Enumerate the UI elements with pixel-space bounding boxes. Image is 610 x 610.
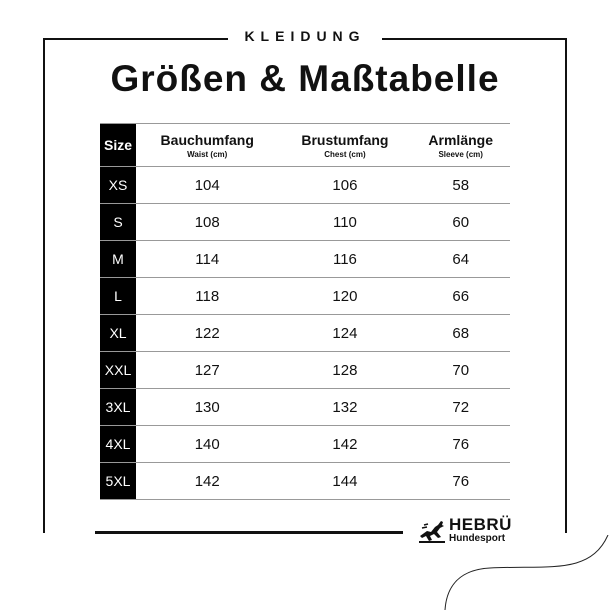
brand-name: HEBRÜ: [449, 515, 512, 534]
page-title: Größen & Maßtabelle: [110, 58, 500, 99]
chest-cell: 142: [278, 426, 411, 463]
chest-cell: 132: [278, 389, 411, 426]
table-row: [100, 204, 510, 241]
sleeve-cell: 60: [411, 204, 510, 241]
sleeve-cell: 64: [411, 241, 510, 278]
size-cell: 4XL: [100, 426, 136, 463]
waist-cell: 130: [136, 389, 278, 426]
size-cell: 5XL: [100, 463, 136, 500]
waist-cell: 127: [136, 352, 278, 389]
waist-cell: 114: [136, 241, 278, 278]
table-row: [100, 241, 510, 278]
category-label: KLEIDUNG: [0, 28, 610, 46]
waist-cell: 142: [136, 463, 278, 500]
table-row: [100, 315, 510, 352]
table-row: [100, 167, 510, 204]
column-sublabel: Waist (cm): [187, 149, 228, 159]
column-sublabel: Sleeve (cm): [438, 149, 483, 159]
size-cell: XL: [100, 315, 136, 352]
table-header-row: [100, 124, 510, 167]
waist-cell: 118: [136, 278, 278, 315]
chest-cell: 144: [278, 463, 411, 500]
column-label: Brustumfang: [301, 131, 389, 148]
sleeve-cell: 58: [411, 167, 510, 204]
chest-cell: 120: [278, 278, 411, 315]
waist-cell: 104: [136, 167, 278, 204]
table-row: [100, 463, 510, 500]
size-cell: M: [100, 241, 136, 278]
column-header-sleeve: [411, 124, 510, 167]
decorative-curve: [440, 535, 610, 610]
table-row: [100, 426, 510, 463]
table-row: [100, 352, 510, 389]
size-cell: XXL: [100, 352, 136, 389]
size-cell: 3XL: [100, 389, 136, 426]
sleeve-cell: 72: [411, 389, 510, 426]
size-table: [100, 123, 510, 500]
footer-rule: [95, 531, 403, 534]
size-column-header: Size: [100, 124, 136, 167]
waist-cell: 140: [136, 426, 278, 463]
table-row: [100, 278, 510, 315]
column-label: Bauchumfang: [160, 131, 254, 148]
chest-cell: 128: [278, 352, 411, 389]
table-row: [100, 389, 510, 426]
sleeve-cell: 70: [411, 352, 510, 389]
chest-cell: 124: [278, 315, 411, 352]
sleeve-cell: 68: [411, 315, 510, 352]
sleeve-cell: 76: [411, 463, 510, 500]
chest-cell: 110: [278, 204, 411, 241]
waist-cell: 122: [136, 315, 278, 352]
size-cell: S: [100, 204, 136, 241]
size-cell: XS: [100, 167, 136, 204]
brand-subtitle: Hundesport: [449, 533, 506, 544]
sleeve-cell: 66: [411, 278, 510, 315]
column-label: Armlänge: [428, 131, 493, 148]
column-header-chest: [278, 124, 411, 167]
sleeve-cell: 76: [411, 426, 510, 463]
column-header-waist: [136, 124, 278, 167]
column-sublabel: Chest (cm): [324, 149, 366, 159]
chest-cell: 116: [278, 241, 411, 278]
size-cell: L: [100, 278, 136, 315]
chest-cell: 106: [278, 167, 411, 204]
waist-cell: 108: [136, 204, 278, 241]
